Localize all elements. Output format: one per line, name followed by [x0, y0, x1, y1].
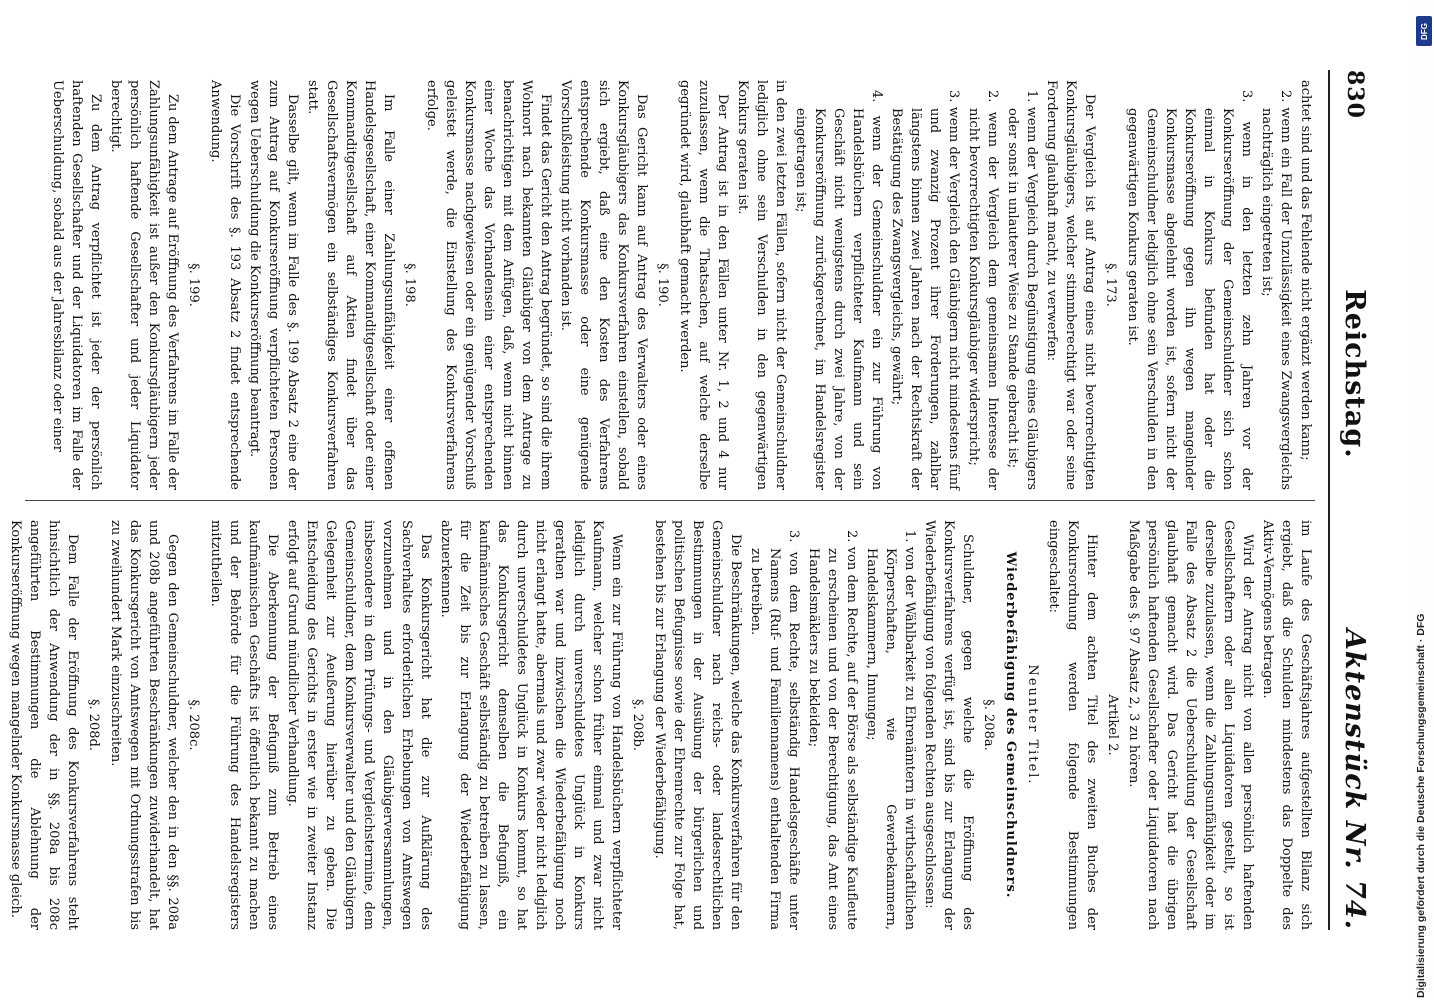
section-mark: §. 198.: [402, 263, 417, 307]
list-item: 3. wenn in den letzten zehn Jahren vor der Konkurseröffnung der Gemeinschuldner sich schon einmal in Konkurs befunden hat oder die Konkurseröffnung gegen ihn wegen mangelnder Konkursmasse abgelehnt worden ist, sofern nicht der Gemeinschuldner lediglich ohne sein Verschulden in den gegenwärtigen Konkurs geraten ist.: [1125, 90, 1254, 490]
list-item: 4. wenn der Gemeinschuldner ein zur Führung von Handelsbüchern verpflichteter Kaufmann und sein Geschäft nicht wenigstens durch zwei Jahre, von der Konkurseröffnung zurückgerechnet, im Handelsregister eingetragen ist;: [793, 90, 884, 490]
header-document-number: Aktenstück Nr. 74.: [1339, 628, 1371, 930]
paragraph: Die Aberkennung der Befugniß zum Betrieb eines kaufmännischen Geschäfts ist öffentlich bekannt zu machen und der Behörde für die Führung des Handelsregisters mitzutheilen.: [208, 520, 280, 930]
paragraph: Hinter dem achten Titel des zweiten Buches der Konkursordnung werden folgende Bestimmungen eingeschaltet:: [1046, 520, 1099, 930]
header-left-title: Reichstag.: [1339, 289, 1371, 459]
section-heading: Wiederbefähigung des Gemeinschuldners.: [1003, 551, 1018, 899]
list-item: 1. von der Wählbarkeit zu Ehrenämtern in wirthschaftlichen Körperschaften, wie Gewerbekammern, Handelskammern, Innungen;: [864, 530, 917, 930]
dfg-logo: DFG: [1416, 16, 1432, 46]
section-mark: §. 208c.: [186, 699, 201, 751]
paragraph: Gegen den Gemeinschuldner, welcher den in den §§. 208a und 208b angeführten Beschränkungen zuwiderhandelt, hat das Konkursgericht von Amtswegen mit Ordnungsstrafen bis zu zweihundert Mark einzuschreiten.: [108, 520, 180, 930]
paragraph: achtet sind und das Fehlende nicht ergänzt werden kann;: [1298, 80, 1313, 461]
subheading: Neunter Titel.: [1025, 664, 1040, 786]
paragraph: im Laufe des Geschäftsjahres aufgestellten Bilanz sich ergiebt, daß die Schulden mindestens das Doppelte des Aktiv-Vermögens betragen.: [1260, 520, 1313, 930]
digitization-note: Digitalisierung gefördert durch die Deutsche Forschungsgemeinschaft · DFG: [1415, 613, 1427, 998]
section-mark: §. 199.: [186, 263, 201, 307]
section-mark: §. 208a.: [981, 699, 996, 751]
paragraph: Der Vergleich ist auf Antrag eines nicht bevorrechtigten Konkursgläubigers, welcher stimmberechtigt war oder seine Forderung glaubhaft macht, zu verwerfen:: [1044, 80, 1097, 490]
list-item: 2. wenn der Vergleich dem gemeinsamen Interesse der nicht bevorrechtigten Konkursgläubiger widerspricht;: [966, 90, 1000, 490]
paragraph: Die Beschränkungen, welche das Konkursverfahren für den Gemeinschuldner nach reichs- oder landesrechtlichen Bestimmungen in der Ausübung der bürgerlichen und politischen Befugnisse sowie der Ehrenrechte zur Folge hat, bestehen bis zur Erlangung der Wiederbefähigung.: [652, 520, 743, 930]
paragraph: Schuldner, gegen welche die Eröffnung des Konkursverfahrens verfügt ist, sind bis zur Erlangung der Wiederbefähigung von folgenden Rechten ausgeschlossen:: [922, 520, 975, 930]
section-mark: §. 208b.: [630, 698, 645, 752]
text-column-left: [25, 80, 1315, 490]
section-mark: §. 208d.: [86, 698, 101, 752]
list-item: 3. wenn der Vergleich den Gläubigern nicht mindestens fünf und zwanzig Prozent ihrer Forderungen, zahlbar längstens binnen zwei Jahren nach der Rechtskraft der Bestätigung des Zwangsvergleichs, gewährt;: [889, 90, 961, 490]
subheading: Artikel 2.: [1105, 694, 1120, 756]
paragraph: Das Gericht kann auf Antrag des Verwalters oder eines Konkursgläubigers das Konkursverfahren einstellen, sobald sich ergiebt, daß eine den Kosten des Verfahrens entsprechende Konkursmasse oder eine genügende Vorschußleistung nicht vorhanden ist.: [558, 80, 649, 490]
paragraph: Der Antrag ist in den Fällen unter Nr. 1, 2 und 4 nur zuzulassen, wenn die Thatsachen, auf welche derselbe gegründet wird, glaubhaft gemacht werden.: [677, 80, 730, 490]
paragraph: Die Vorschrift des §. 193 Absatz 2 findet entsprechende Anwendung.: [208, 80, 242, 490]
paragraph: Im Falle einer Zahlungsunfähigkeit einer offenen Handelsgesellschaft, einer Kommanditgesellschaft oder einer Kommanditgesellschaft auf Aktien findet über das Gesellschaftsvermögen ein selbständiges Konkursverfahren statt.: [305, 80, 396, 490]
paragraph: Dem Falle der Eröffnung des Konkursverfahrens steht hinsichtlich der Anwendung der in §§. 208a bis 208c angeführten Bestimmungen die Ablehnung der Konkurseröffnung wegen mangelnder Konkursmasse gleich.: [8, 520, 80, 930]
list-item: 2. wenn ein Fall der Unzulässigkeit eines Zwangsvergleichs nachträglich eingetreten ist;: [1259, 90, 1293, 490]
column-divider: [25, 500, 1315, 501]
paragraph: in den zwei letzten Fällen, sofern nicht der Gemeinschuldner lediglich ohne sein Verschulden in den gegenwärtigen Konkurs geraten ist.: [735, 80, 788, 490]
section-mark: §. 173.: [1103, 263, 1118, 307]
paragraph: Wenn ein zur Führung von Handelsbüchern verpflichteter Kaufmann, welcher schon früher einmal und zwar nicht lediglich durch unverschuldetes Unglück in Konkurs gerathen war und inzwischen die Wiederbefähigung noch nicht erlangt hatte, abermals und zwar wieder nicht lediglich durch unverschuldetes Unglück in Konkurs kommt, so hat das Konkursgericht demselben die Befugniß, ein kaufmännisches Geschäft selbständig zu betreiben zu lassen, für die Zeit bis zur Erlangung der Wiederbefähigung abzuerkennen.: [438, 520, 624, 930]
section-mark: §. 190.: [655, 263, 670, 307]
list-item: 2. von dem Rechte, auf der Börse als selbständige Kaufleute zu erscheinen und von der Berechtigung, das Amt eines Handelsmäklers zu bekleiden;: [806, 530, 859, 930]
paragraph: Wird der Antrag nicht von allen persönlich haftenden Gesellschaftern oder allen Liquidatoren gestellt, so ist derselbe zuzulassen, wenn die Zahlungsunfähigkeit oder im Falle des Absatz 2 die Ueberschuldung der Gesellschaft glaubhaft gemacht wird. Das Gericht hat die übrigen persönlich haftenden Gesellschafter oder Liquidatoren nach Maßgabe des §. 97 Absatz 2, 3 zu hören.: [1126, 520, 1255, 930]
paragraph: Zu dem Antrage auf Eröffnung des Verfahrens im Falle der Zahlungsunfähigkeit ist außer den Konkursgläubigern jeder persönlich haftende Gesellschafter und jeder Liquidator berechtigt.: [108, 80, 180, 490]
paragraph: Findet das Gericht den Antrag begründet, so sind die ihrem Wohnort nach bekannten Gläubiger von dem Antrage zu benachrichtigen mit dem Anfügen, daß, wenn nicht binnen einer Woche das Vorhandensein einer entsprechenden Konkursmasse nachgewiesen oder ein genügender Vorschuß geleistet werde, die Einstellung des Konkursverfahrens erfolge.: [424, 80, 553, 490]
page-number: 830: [1342, 70, 1368, 119]
list-item: 1. wenn der Vergleich durch Begünstigung eines Gläubigers oder sonst in unlauterer Weise zu Stande gebracht ist;: [1005, 90, 1039, 490]
paragraph: Dasselbe gilt, wenn im Falle des §. 199 Absatz 2 eine der zum Antrag auf Konkurseröffnung verpflichteten Personen wegen Ueberschuldung die Konkurseröffnung beantragt.: [247, 80, 300, 490]
digitization-sidebar: [1414, 8, 1434, 998]
paragraph: Zu dem Antrag verpflichtet ist jeder der persönlich haftenden Gesellschafter und der Liquidatoren im Falle der Ueberschuldung, sobald aus der Jahresbilanz oder einer: [50, 80, 103, 490]
paragraph: Das Konkursgericht hat die zur Aufklärung des Sachverhaltes erforderlichen Erhebungen von Amtswegen vorzunehmen und in den Gläubigerversammlungen, insbesondere in dem Prüfungs- und Vergleichstermine, dem Gemeinschuldner, dem Konkursverwalter und den Gläubigern Gelegenheit zur Aeußerung hierüber zu geben. Die Entscheidung des Gerichts in erster wie in zweiter Instanz erfolgt auf Grund mündlicher Verhandlung.: [285, 520, 433, 930]
list-item: 3. von dem Rechte, selbständig Handelsgeschäfte unter Namens (Ruf- und Familiennamens) enthaltenden Firma zu betreiben.: [748, 530, 801, 930]
text-column-right: [8, 520, 1315, 930]
running-header: [1328, 70, 1380, 930]
